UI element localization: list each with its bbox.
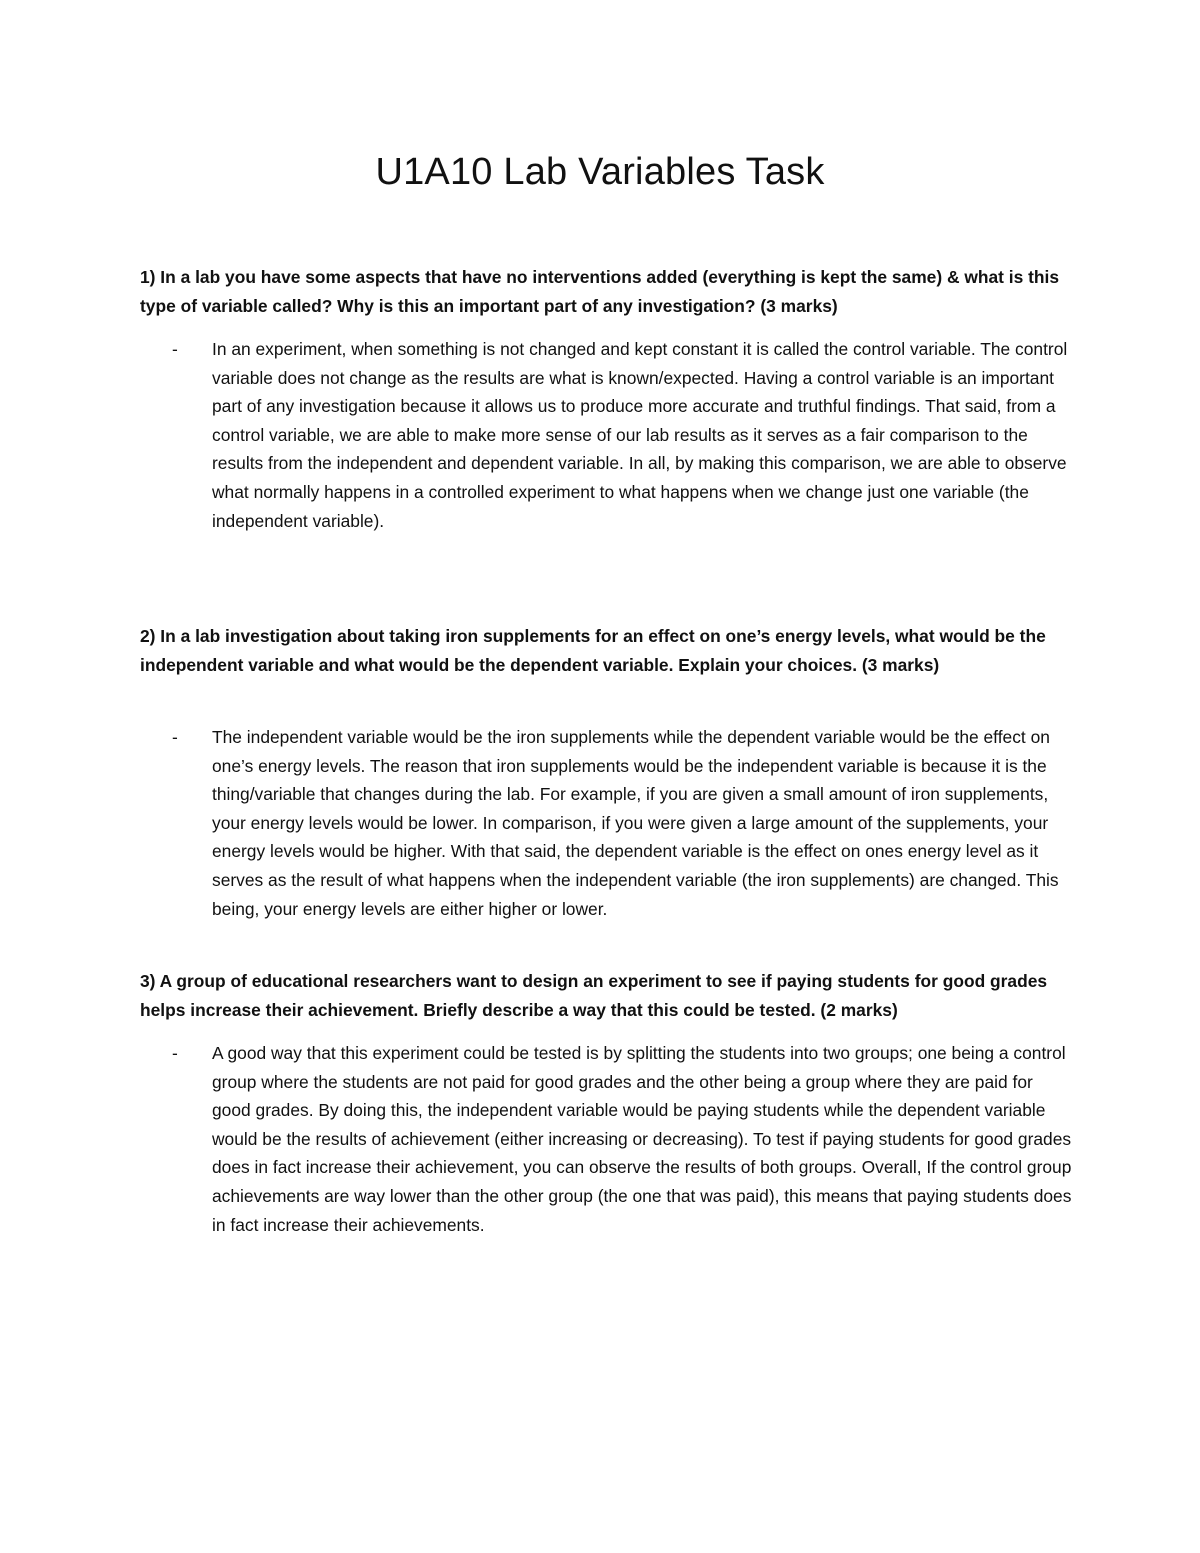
answer-text-3: A good way that this experiment could be tested is by splitting the students into two groups; one being a control group where the students are not paid for good grades and the other being a group where they are paid for good grades. By doing this, the independent variable would be paying students while the dependent variable would be the results of achievement (either increasing or decreasing). To test if paying students for good grades does in fact increase their achievement, you can observe the results of both groups. Overall, If the control group achievements are way lower than the other group (the one that was paid), this means that paying students does in fact increase their achievements. (212, 1043, 1072, 1235)
answer-2 (172, 723, 1072, 923)
bullet-dash: - (172, 727, 178, 747)
document-title: U1A10 Lab Variables Task (375, 151, 825, 193)
bullet-dash: - (172, 339, 178, 359)
question-2: 2) In a lab investigation about taking iron supplements for an effect on one’s energy levels, what would be the independent variable and what would be the dependent variable. Explain your choices. (3 marks) (140, 626, 1046, 675)
question-3: 3) A group of educational researchers want to design an experiment to see if paying students for good grades helps increase their achievement. Briefly describe a way that this could be tested. (2 marks) (140, 971, 1048, 1020)
answer-3 (172, 1039, 1072, 1239)
answer-list-3 (172, 1039, 1072, 1239)
answer-list-2 (172, 723, 1072, 923)
answer-text-2: The independent variable would be the iron supplements while the dependent variable would be the effect on one’s energy levels. The reason that iron supplements would be the independent variable is because it is the thing/variable that changes during the lab. For example, if you are given a small amount of iron supplements, your energy levels would be lower. In comparison, if you were given a large amount of the supplements, your energy levels would be higher. With that said, the dependent variable is the effect on ones energy level as it serves as the result of what happens when the independent variable (the iron supplements) are changed. This being, your energy levels are either higher or lower. (212, 727, 1059, 919)
answer-1 (172, 335, 1072, 535)
question-1: 1) In a lab you have some aspects that have no interventions added (everything is kept the same) & what is this type of variable called? Why is this an important part of any investigation? (3 marks) (140, 267, 1060, 316)
answer-list-1 (172, 335, 1072, 535)
bullet-dash: - (172, 1043, 178, 1063)
answer-text-1: In an experiment, when something is not changed and kept constant it is called the control variable. The control variable does not change as the results are what is known/expected. Having a control variable is an important part of any investigation because it allows us to produce more accurate and truthful findings. That said, from a control variable, we are able to make more sense of our lab results as it serves as a fair comparison to the results from the independent and dependent variable. In all, by making this comparison, we are able to observe what normally happens in a controlled experiment to what happens when we change just one variable (the independent variable). (212, 339, 1068, 531)
